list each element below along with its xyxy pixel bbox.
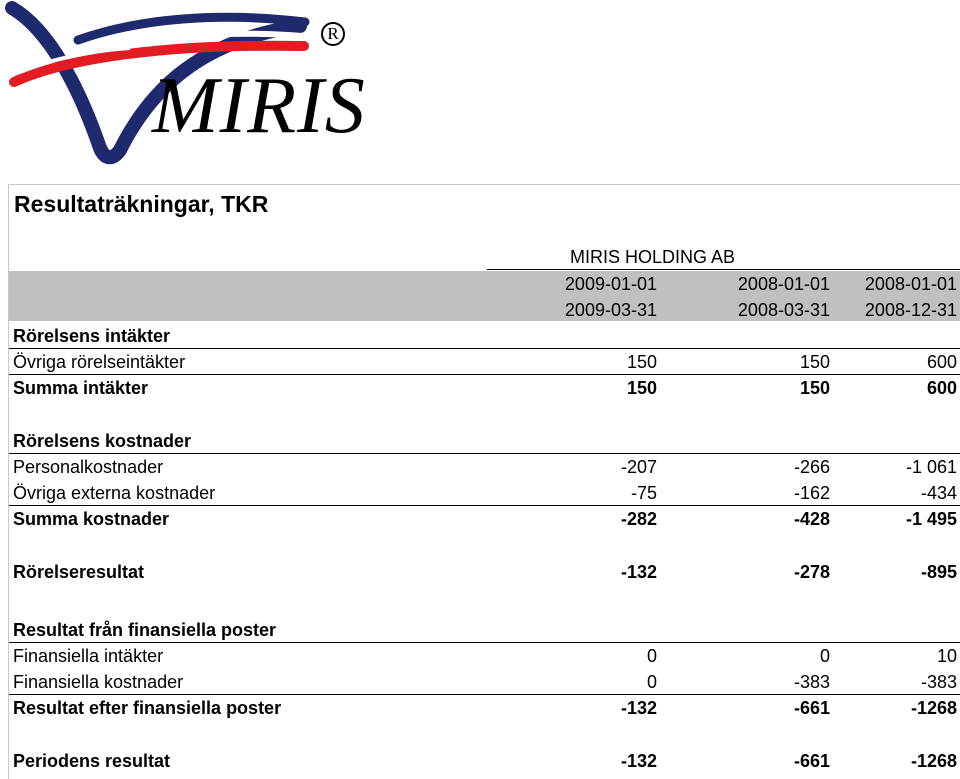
row-label-total: Periodens resultat	[13, 751, 171, 771]
registered-mark-icon: R	[321, 22, 345, 46]
row-value: 0	[646, 672, 657, 692]
row-value: 150	[626, 352, 657, 372]
row-value-total: -278	[793, 562, 830, 582]
period-3-end: 2008-12-31	[864, 300, 957, 320]
divider	[9, 642, 960, 643]
period-1-start: 2009-01-01	[564, 274, 657, 294]
period-1-end: 2009-03-31	[564, 300, 657, 320]
row-value: -162	[793, 483, 830, 503]
row-label: Övriga rörelseintäkter	[13, 352, 186, 372]
row-label-total: Resultat efter finansiella poster	[13, 698, 282, 718]
row-value-total: -661	[793, 751, 830, 771]
row-value-total: -1268	[910, 751, 957, 771]
row-value-total: -1268	[910, 698, 957, 718]
row-value-total: -282	[620, 509, 657, 529]
row-value-total: -132	[620, 751, 657, 771]
row-value: -207	[620, 457, 657, 477]
page-title: Resultaträkningar, TKR	[14, 191, 269, 217]
company-name: MIRIS HOLDING AB	[570, 247, 736, 267]
divider	[9, 505, 960, 506]
row-label: Finansiella kostnader	[13, 672, 184, 692]
row-label-total: Rörelseresultat	[13, 562, 145, 582]
period-2-start: 2008-01-01	[737, 274, 830, 294]
row-value-total: -132	[620, 698, 657, 718]
row-value: -75	[630, 483, 657, 503]
row-value-total: 600	[926, 378, 957, 398]
row-value-total: -132	[620, 562, 657, 582]
miris-logo	[0, 0, 380, 180]
row-value-total: 150	[799, 378, 830, 398]
row-value-total: -428	[793, 509, 830, 529]
row-label-total: Summa intäkter	[13, 378, 149, 398]
income-statement	[8, 184, 960, 779]
row-value-total: -1 495	[905, 509, 957, 529]
row-value: -266	[793, 457, 830, 477]
divider	[9, 348, 960, 349]
row-label: Personalkostnader	[13, 457, 164, 477]
logo-wordmark: MIRIS	[152, 62, 366, 150]
row-value-total: 150	[626, 378, 657, 398]
section-header-costs: Rörelsens kostnader	[13, 431, 192, 451]
row-value: 10	[936, 646, 957, 666]
row-value: 0	[646, 646, 657, 666]
row-value: -1 061	[905, 457, 957, 477]
row-value-total: -661	[793, 698, 830, 718]
period-2-end: 2008-03-31	[737, 300, 830, 320]
row-label-total: Summa kostnader	[13, 509, 170, 529]
divider	[9, 453, 960, 454]
period-3-start: 2008-01-01	[864, 274, 957, 294]
row-label: Övriga externa kostnader	[13, 483, 216, 503]
divider	[9, 694, 960, 695]
row-value: -383	[793, 672, 830, 692]
row-value: -383	[920, 672, 957, 692]
section-header-income: Rörelsens intäkter	[13, 326, 171, 346]
row-value: 600	[926, 352, 957, 372]
row-value: 0	[819, 646, 830, 666]
row-value: -434	[920, 483, 957, 503]
row-value: 150	[799, 352, 830, 372]
company-underline	[487, 269, 960, 270]
row-label: Finansiella intäkter	[13, 646, 164, 666]
row-value-total: -895	[920, 562, 957, 582]
section-header-financial: Resultat från finansiella poster	[13, 620, 277, 640]
divider	[9, 374, 960, 375]
